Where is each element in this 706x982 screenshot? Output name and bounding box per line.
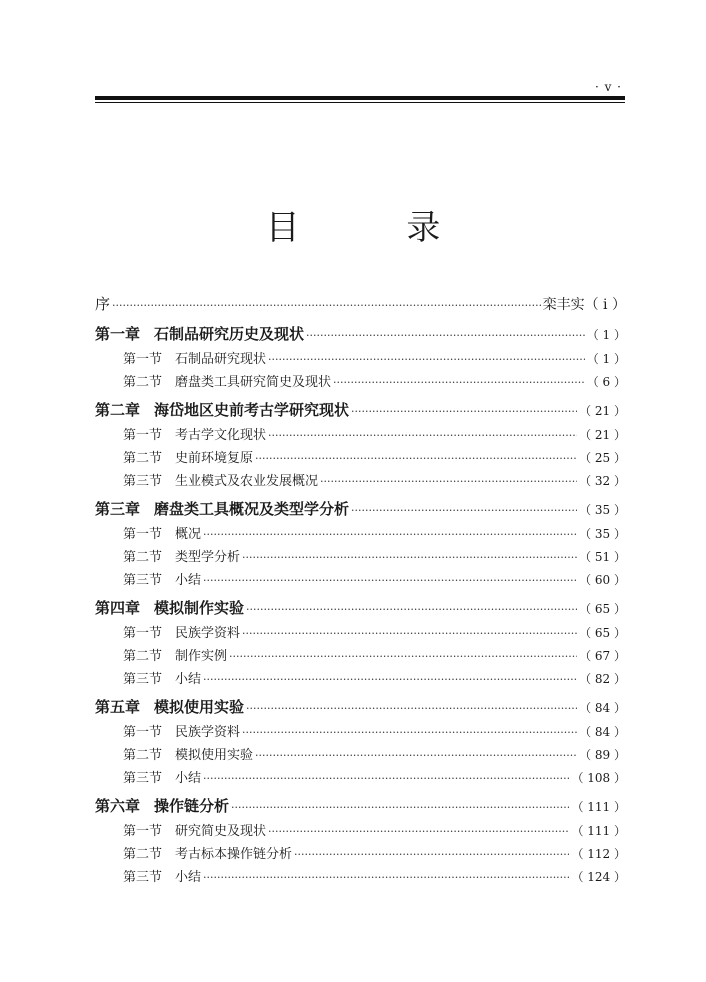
dot-leader — [242, 726, 577, 739]
toc-entry-page: （ 67 ） — [579, 649, 626, 663]
dot-leader — [242, 551, 577, 564]
dot-leader — [306, 329, 585, 342]
dot-leader — [242, 627, 577, 640]
toc-entry-page: （ 108 ） — [571, 771, 626, 785]
toc-entry-label: 概况 — [175, 527, 202, 542]
toc-entry-number: 第一节 — [123, 428, 163, 443]
toc-section-entry — [95, 820, 626, 843]
toc-entry-label: 民族学资料 — [175, 725, 241, 740]
toc-chapter-entry — [95, 498, 626, 523]
toc-entry-label: 史前环境复原 — [175, 451, 254, 466]
toc-chapter-entry — [95, 323, 626, 348]
toc-entry-number: 第五章 — [95, 698, 141, 716]
dot-leader — [203, 574, 577, 587]
page-folio: · v · — [594, 80, 622, 94]
toc-section-entry — [95, 523, 626, 546]
toc-entry-page: （ 25 ） — [579, 451, 626, 465]
dot-leader — [246, 603, 577, 616]
toc-section-entry — [95, 866, 626, 889]
toc-entry-number: 第一节 — [123, 725, 163, 740]
toc-entry-number: 第一节 — [123, 352, 163, 367]
toc-entry-label: 海岱地区史前考古学研究现状 — [154, 401, 350, 419]
toc-entry-page: （ 1 ） — [586, 328, 626, 342]
dot-leader — [268, 429, 577, 442]
toc-entry-number: 第三节 — [123, 573, 163, 588]
toc-section-entry — [95, 744, 626, 767]
toc-entry-page: （ 35 ） — [579, 527, 626, 541]
toc-entry-label: 序 — [95, 295, 111, 313]
toc-entry-number: 第一章 — [95, 325, 141, 343]
toc-entry-page: 栾丰实（ i ） — [542, 297, 626, 313]
table-of-contents — [95, 293, 626, 889]
dot-leader — [229, 650, 577, 663]
toc-chapter-entry — [95, 399, 626, 424]
toc-entry-page: （ 112 ） — [571, 847, 626, 861]
toc-entry-page: （ 6 ） — [586, 375, 626, 389]
dot-leader — [203, 528, 577, 541]
toc-entry-page: （ 65 ） — [579, 602, 626, 616]
toc-section-entry — [95, 546, 626, 569]
dot-leader — [203, 673, 577, 686]
toc-entry-label: 小结 — [175, 573, 202, 588]
toc-entry-label: 小结 — [175, 870, 202, 885]
toc-entry-page: （ 89 ） — [579, 748, 626, 762]
toc-chapter-entry — [95, 696, 626, 721]
toc-entry-label: 操作链分析 — [154, 797, 230, 815]
dot-leader — [203, 871, 569, 884]
toc-entry-page: （ 84 ） — [579, 725, 626, 739]
dot-leader — [294, 848, 569, 861]
toc-entry-number: 第三章 — [95, 500, 141, 518]
toc-entry-page: （ 21 ） — [579, 404, 626, 418]
toc-entry-page: （ 32 ） — [579, 474, 626, 488]
toc-preface-entry — [95, 293, 626, 318]
dot-leader — [255, 749, 577, 762]
toc-entry-page: （ 35 ） — [579, 503, 626, 517]
dot-leader — [333, 376, 585, 389]
toc-entry-number: 第三节 — [123, 474, 163, 489]
toc-entry-number: 第三节 — [123, 870, 163, 885]
toc-section-entry — [95, 424, 626, 447]
dot-leader — [231, 801, 569, 814]
toc-entry-label: 小结 — [175, 672, 202, 687]
toc-entry-page: （ 60 ） — [579, 573, 626, 587]
toc-entry-number: 第二节 — [123, 748, 163, 763]
toc-section-entry — [95, 447, 626, 470]
header-rule-thin — [95, 102, 625, 103]
toc-entry-page: （ 51 ） — [579, 550, 626, 564]
toc-entry-page: （ 111 ） — [571, 800, 626, 814]
toc-entry-number: 第二章 — [95, 401, 141, 419]
toc-entry-number: 第二节 — [123, 375, 163, 390]
dot-leader — [112, 299, 541, 312]
toc-entry-page: （ 84 ） — [579, 701, 626, 715]
dot-leader — [351, 504, 577, 517]
toc-entry-label: 生业模式及农业发展概况 — [175, 474, 319, 489]
toc-entry-label: 类型学分析 — [175, 550, 241, 565]
toc-section-entry — [95, 668, 626, 691]
toc-chapter-entry — [95, 597, 626, 622]
toc-section-entry — [95, 622, 626, 645]
toc-entry-page: （ 21 ） — [579, 428, 626, 442]
toc-entry-number: 第一节 — [123, 527, 163, 542]
toc-entry-label: 制作实例 — [175, 649, 228, 664]
toc-entry-label: 磨盘类工具概况及类型学分析 — [154, 500, 350, 518]
toc-entry-number: 第二节 — [123, 550, 163, 565]
toc-entry-label: 研究简史及现状 — [175, 824, 267, 839]
toc-entry-label: 小结 — [175, 771, 202, 786]
toc-entry-label: 民族学资料 — [175, 626, 241, 641]
toc-entry-page: （ 65 ） — [579, 626, 626, 640]
toc-section-entry — [95, 843, 626, 866]
toc-entry-label: 石制品研究现状 — [175, 352, 267, 367]
toc-entry-page: （ 82 ） — [579, 672, 626, 686]
toc-entry-page: （ 124 ） — [571, 870, 626, 884]
header-rule-thick — [95, 96, 625, 100]
toc-entry-label: 磨盘类工具研究简史及现状 — [175, 375, 332, 390]
toc-section-entry — [95, 767, 626, 790]
toc-entry-number: 第二节 — [123, 847, 163, 862]
toc-section-entry — [95, 721, 626, 744]
toc-entry-number: 第三节 — [123, 771, 163, 786]
toc-entry-label: 考古学文化现状 — [175, 428, 267, 443]
toc-entry-label: 模拟使用实验 — [175, 748, 254, 763]
toc-entry-number: 第一节 — [123, 626, 163, 641]
toc-entry-number: 第二节 — [123, 649, 163, 664]
toc-entry-label: 模拟制作实验 — [154, 599, 245, 617]
dot-leader — [268, 353, 585, 366]
toc-entry-label: 考古标本操作链分析 — [175, 847, 293, 862]
toc-entry-number: 第六章 — [95, 797, 141, 815]
dot-leader — [246, 702, 577, 715]
toc-section-entry — [95, 348, 626, 371]
toc-section-entry — [95, 569, 626, 592]
toc-entry-label: 模拟使用实验 — [154, 698, 245, 716]
toc-entry-number: 第二节 — [123, 451, 163, 466]
toc-entry-page: （ 111 ） — [571, 824, 626, 838]
toc-entry-number: 第一节 — [123, 824, 163, 839]
toc-entry-number: 第三节 — [123, 672, 163, 687]
dot-leader — [320, 475, 577, 488]
dot-leader — [351, 405, 577, 418]
dot-leader — [268, 825, 569, 838]
toc-entry-label: 石制品研究历史及现状 — [154, 325, 305, 343]
toc-chapter-entry — [95, 795, 626, 820]
toc-section-entry — [95, 371, 626, 394]
toc-entry-page: （ 1 ） — [586, 352, 626, 366]
toc-section-entry — [95, 645, 626, 668]
toc-entry-number: 第四章 — [95, 599, 141, 617]
dot-leader — [203, 772, 569, 785]
dot-leader — [255, 452, 577, 465]
page-title: 目 录 — [265, 208, 489, 248]
toc-section-entry — [95, 470, 626, 493]
